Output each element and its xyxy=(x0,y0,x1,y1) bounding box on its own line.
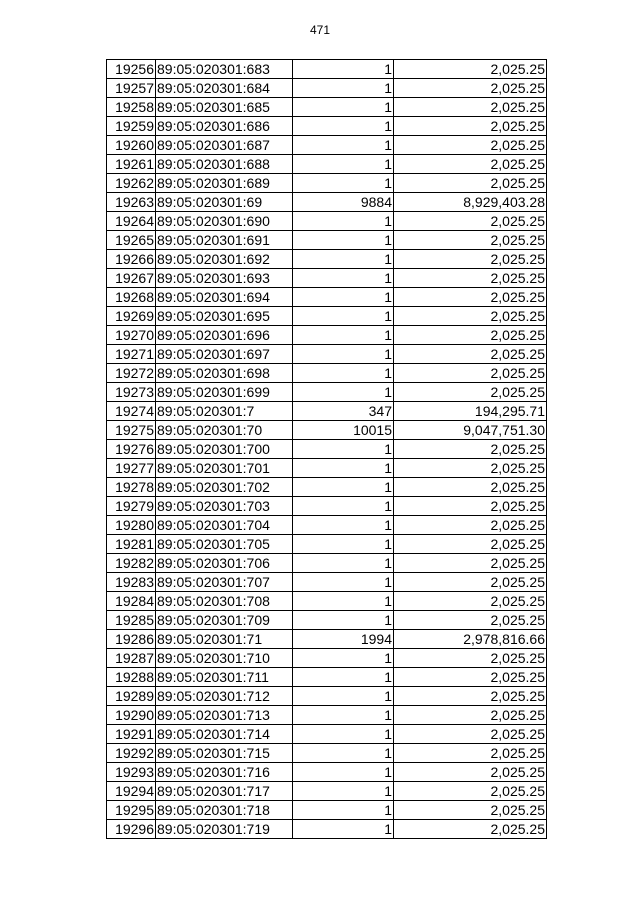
cadastral-code-cell: 89:05:020301:692 xyxy=(156,250,293,269)
row-number-cell: 19276 xyxy=(107,440,156,459)
row-number-cell: 19267 xyxy=(107,269,156,288)
quantity-cell: 9884 xyxy=(293,193,394,212)
row-number-cell: 19285 xyxy=(107,611,156,630)
cadastral-code-cell: 89:05:020301:695 xyxy=(156,307,293,326)
quantity-cell: 1 xyxy=(293,725,394,744)
quantity-cell: 1 xyxy=(293,288,394,307)
quantity-cell: 1 xyxy=(293,801,394,820)
row-number-cell: 19280 xyxy=(107,516,156,535)
quantity-cell: 1994 xyxy=(293,630,394,649)
cadastral-code-cell: 89:05:020301:714 xyxy=(156,725,293,744)
quantity-cell: 1 xyxy=(293,687,394,706)
amount-cell: 2,025.25 xyxy=(394,459,547,478)
table-body xyxy=(107,60,547,839)
table-row xyxy=(107,611,547,630)
amount-cell: 2,025.25 xyxy=(394,801,547,820)
table-row xyxy=(107,212,547,231)
amount-cell: 2,025.25 xyxy=(394,516,547,535)
cadastral-code-cell: 89:05:020301:715 xyxy=(156,744,293,763)
amount-cell: 2,025.25 xyxy=(394,60,547,79)
quantity-cell: 1 xyxy=(293,497,394,516)
table-row xyxy=(107,98,547,117)
cadastral-code-cell: 89:05:020301:709 xyxy=(156,611,293,630)
quantity-cell: 1 xyxy=(293,212,394,231)
quantity-cell: 1 xyxy=(293,478,394,497)
table-row xyxy=(107,554,547,573)
amount-cell: 2,025.25 xyxy=(394,649,547,668)
quantity-cell: 1 xyxy=(293,364,394,383)
row-number-cell: 19263 xyxy=(107,193,156,212)
table-row xyxy=(107,573,547,592)
amount-cell: 2,025.25 xyxy=(394,155,547,174)
row-number-cell: 19278 xyxy=(107,478,156,497)
row-number-cell: 19292 xyxy=(107,744,156,763)
table-row xyxy=(107,763,547,782)
row-number-cell: 19291 xyxy=(107,725,156,744)
amount-cell: 2,025.25 xyxy=(394,383,547,402)
cadastral-code-cell: 89:05:020301:691 xyxy=(156,231,293,250)
table-row xyxy=(107,744,547,763)
table-row xyxy=(107,421,547,440)
table-row xyxy=(107,117,547,136)
cadastral-code-cell: 89:05:020301:702 xyxy=(156,478,293,497)
amount-cell: 2,025.25 xyxy=(394,744,547,763)
row-number-cell: 19287 xyxy=(107,649,156,668)
quantity-cell: 1 xyxy=(293,459,394,478)
quantity-cell: 1 xyxy=(293,98,394,117)
row-number-cell: 19266 xyxy=(107,250,156,269)
amount-cell: 2,025.25 xyxy=(394,782,547,801)
row-number-cell: 19256 xyxy=(107,60,156,79)
table-row xyxy=(107,307,547,326)
cadastral-code-cell: 89:05:020301:707 xyxy=(156,573,293,592)
quantity-cell: 1 xyxy=(293,535,394,554)
cadastral-code-cell: 89:05:020301:703 xyxy=(156,497,293,516)
quantity-cell: 1 xyxy=(293,592,394,611)
row-number-cell: 19260 xyxy=(107,136,156,155)
quantity-cell: 1 xyxy=(293,649,394,668)
table-row xyxy=(107,174,547,193)
amount-cell: 2,025.25 xyxy=(394,706,547,725)
table-row xyxy=(107,820,547,839)
amount-cell: 2,025.25 xyxy=(394,79,547,98)
cadastral-code-cell: 89:05:020301:71 xyxy=(156,630,293,649)
amount-cell: 2,025.25 xyxy=(394,687,547,706)
quantity-cell: 1 xyxy=(293,117,394,136)
cadastral-code-cell: 89:05:020301:696 xyxy=(156,326,293,345)
row-number-cell: 19281 xyxy=(107,535,156,554)
amount-cell: 9,047,751.30 xyxy=(394,421,547,440)
table-row xyxy=(107,687,547,706)
table-row xyxy=(107,231,547,250)
row-number-cell: 19265 xyxy=(107,231,156,250)
cadastral-code-cell: 89:05:020301:685 xyxy=(156,98,293,117)
row-number-cell: 19290 xyxy=(107,706,156,725)
parcel-table xyxy=(106,59,547,839)
cadastral-code-cell: 89:05:020301:7 xyxy=(156,402,293,421)
quantity-cell: 10015 xyxy=(293,421,394,440)
quantity-cell: 1 xyxy=(293,345,394,364)
quantity-cell: 1 xyxy=(293,668,394,687)
quantity-cell: 1 xyxy=(293,269,394,288)
quantity-cell: 347 xyxy=(293,402,394,421)
cadastral-code-cell: 89:05:020301:719 xyxy=(156,820,293,839)
cadastral-code-cell: 89:05:020301:708 xyxy=(156,592,293,611)
amount-cell: 2,025.25 xyxy=(394,820,547,839)
table-row xyxy=(107,440,547,459)
quantity-cell: 1 xyxy=(293,440,394,459)
row-number-cell: 19268 xyxy=(107,288,156,307)
table-row xyxy=(107,782,547,801)
table-row xyxy=(107,79,547,98)
amount-cell: 2,025.25 xyxy=(394,725,547,744)
table-row xyxy=(107,592,547,611)
quantity-cell: 1 xyxy=(293,554,394,573)
quantity-cell: 1 xyxy=(293,174,394,193)
row-number-cell: 19273 xyxy=(107,383,156,402)
cadastral-code-cell: 89:05:020301:701 xyxy=(156,459,293,478)
cadastral-code-cell: 89:05:020301:69 xyxy=(156,193,293,212)
table-row xyxy=(107,345,547,364)
cadastral-code-cell: 89:05:020301:688 xyxy=(156,155,293,174)
row-number-cell: 19288 xyxy=(107,668,156,687)
cadastral-code-cell: 89:05:020301:716 xyxy=(156,763,293,782)
page-number: 471 xyxy=(309,23,331,37)
quantity-cell: 1 xyxy=(293,744,394,763)
quantity-cell: 1 xyxy=(293,706,394,725)
quantity-cell: 1 xyxy=(293,820,394,839)
amount-cell: 2,025.25 xyxy=(394,288,547,307)
cadastral-code-cell: 89:05:020301:705 xyxy=(156,535,293,554)
quantity-cell: 1 xyxy=(293,763,394,782)
row-number-cell: 19282 xyxy=(107,554,156,573)
table-row xyxy=(107,383,547,402)
cadastral-code-cell: 89:05:020301:684 xyxy=(156,79,293,98)
cadastral-code-cell: 89:05:020301:697 xyxy=(156,345,293,364)
cadastral-code-cell: 89:05:020301:70 xyxy=(156,421,293,440)
table-row xyxy=(107,535,547,554)
cadastral-code-cell: 89:05:020301:687 xyxy=(156,136,293,155)
quantity-cell: 1 xyxy=(293,782,394,801)
row-number-cell: 19258 xyxy=(107,98,156,117)
table-row xyxy=(107,136,547,155)
amount-cell: 8,929,403.28 xyxy=(394,193,547,212)
amount-cell: 194,295.71 xyxy=(394,402,547,421)
quantity-cell: 1 xyxy=(293,155,394,174)
row-number-cell: 19289 xyxy=(107,687,156,706)
quantity-cell: 1 xyxy=(293,307,394,326)
cadastral-code-cell: 89:05:020301:698 xyxy=(156,364,293,383)
table-row xyxy=(107,668,547,687)
amount-cell: 2,025.25 xyxy=(394,554,547,573)
amount-cell: 2,025.25 xyxy=(394,98,547,117)
amount-cell: 2,025.25 xyxy=(394,668,547,687)
table-row xyxy=(107,706,547,725)
cadastral-code-cell: 89:05:020301:693 xyxy=(156,269,293,288)
table-row xyxy=(107,60,547,79)
table-row xyxy=(107,516,547,535)
cadastral-code-cell: 89:05:020301:689 xyxy=(156,174,293,193)
row-number-cell: 19272 xyxy=(107,364,156,383)
cadastral-code-cell: 89:05:020301:683 xyxy=(156,60,293,79)
row-number-cell: 19264 xyxy=(107,212,156,231)
amount-cell: 2,025.25 xyxy=(394,250,547,269)
row-number-cell: 19286 xyxy=(107,630,156,649)
table-row xyxy=(107,801,547,820)
amount-cell: 2,025.25 xyxy=(394,364,547,383)
amount-cell: 2,025.25 xyxy=(394,592,547,611)
quantity-cell: 1 xyxy=(293,611,394,630)
table-row xyxy=(107,326,547,345)
amount-cell: 2,025.25 xyxy=(394,440,547,459)
cadastral-code-cell: 89:05:020301:686 xyxy=(156,117,293,136)
row-number-cell: 19275 xyxy=(107,421,156,440)
row-number-cell: 19279 xyxy=(107,497,156,516)
row-number-cell: 19274 xyxy=(107,402,156,421)
cadastral-code-cell: 89:05:020301:706 xyxy=(156,554,293,573)
table-row xyxy=(107,497,547,516)
row-number-cell: 19294 xyxy=(107,782,156,801)
amount-cell: 2,025.25 xyxy=(394,174,547,193)
row-number-cell: 19284 xyxy=(107,592,156,611)
row-number-cell: 19259 xyxy=(107,117,156,136)
quantity-cell: 1 xyxy=(293,136,394,155)
cadastral-code-cell: 89:05:020301:712 xyxy=(156,687,293,706)
amount-cell: 2,025.25 xyxy=(394,117,547,136)
table-row xyxy=(107,269,547,288)
quantity-cell: 1 xyxy=(293,383,394,402)
row-number-cell: 19277 xyxy=(107,459,156,478)
table-row xyxy=(107,288,547,307)
table-row xyxy=(107,250,547,269)
table-row xyxy=(107,478,547,497)
amount-cell: 2,978,816.66 xyxy=(394,630,547,649)
quantity-cell: 1 xyxy=(293,60,394,79)
quantity-cell: 1 xyxy=(293,326,394,345)
amount-cell: 2,025.25 xyxy=(394,497,547,516)
cadastral-code-cell: 89:05:020301:717 xyxy=(156,782,293,801)
amount-cell: 2,025.25 xyxy=(394,345,547,364)
cadastral-code-cell: 89:05:020301:718 xyxy=(156,801,293,820)
amount-cell: 2,025.25 xyxy=(394,307,547,326)
amount-cell: 2,025.25 xyxy=(394,535,547,554)
quantity-cell: 1 xyxy=(293,573,394,592)
cadastral-code-cell: 89:05:020301:711 xyxy=(156,668,293,687)
amount-cell: 2,025.25 xyxy=(394,326,547,345)
row-number-cell: 19257 xyxy=(107,79,156,98)
cadastral-code-cell: 89:05:020301:713 xyxy=(156,706,293,725)
table-row xyxy=(107,649,547,668)
amount-cell: 2,025.25 xyxy=(394,269,547,288)
amount-cell: 2,025.25 xyxy=(394,573,547,592)
row-number-cell: 19269 xyxy=(107,307,156,326)
row-number-cell: 19295 xyxy=(107,801,156,820)
cadastral-code-cell: 89:05:020301:690 xyxy=(156,212,293,231)
amount-cell: 2,025.25 xyxy=(394,763,547,782)
amount-cell: 2,025.25 xyxy=(394,611,547,630)
cadastral-code-cell: 89:05:020301:710 xyxy=(156,649,293,668)
amount-cell: 2,025.25 xyxy=(394,136,547,155)
row-number-cell: 19270 xyxy=(107,326,156,345)
table-row xyxy=(107,155,547,174)
table-row xyxy=(107,630,547,649)
table-row xyxy=(107,402,547,421)
amount-cell: 2,025.25 xyxy=(394,478,547,497)
row-number-cell: 19261 xyxy=(107,155,156,174)
table-row xyxy=(107,459,547,478)
cadastral-code-cell: 89:05:020301:694 xyxy=(156,288,293,307)
cadastral-code-cell: 89:05:020301:700 xyxy=(156,440,293,459)
table-row xyxy=(107,364,547,383)
amount-cell: 2,025.25 xyxy=(394,212,547,231)
row-number-cell: 19271 xyxy=(107,345,156,364)
quantity-cell: 1 xyxy=(293,231,394,250)
cadastral-code-cell: 89:05:020301:704 xyxy=(156,516,293,535)
quantity-cell: 1 xyxy=(293,250,394,269)
table-row xyxy=(107,725,547,744)
table-row xyxy=(107,193,547,212)
cadastral-code-cell: 89:05:020301:699 xyxy=(156,383,293,402)
row-number-cell: 19283 xyxy=(107,573,156,592)
row-number-cell: 19296 xyxy=(107,820,156,839)
row-number-cell: 19262 xyxy=(107,174,156,193)
quantity-cell: 1 xyxy=(293,79,394,98)
row-number-cell: 19293 xyxy=(107,763,156,782)
amount-cell: 2,025.25 xyxy=(394,231,547,250)
quantity-cell: 1 xyxy=(293,516,394,535)
